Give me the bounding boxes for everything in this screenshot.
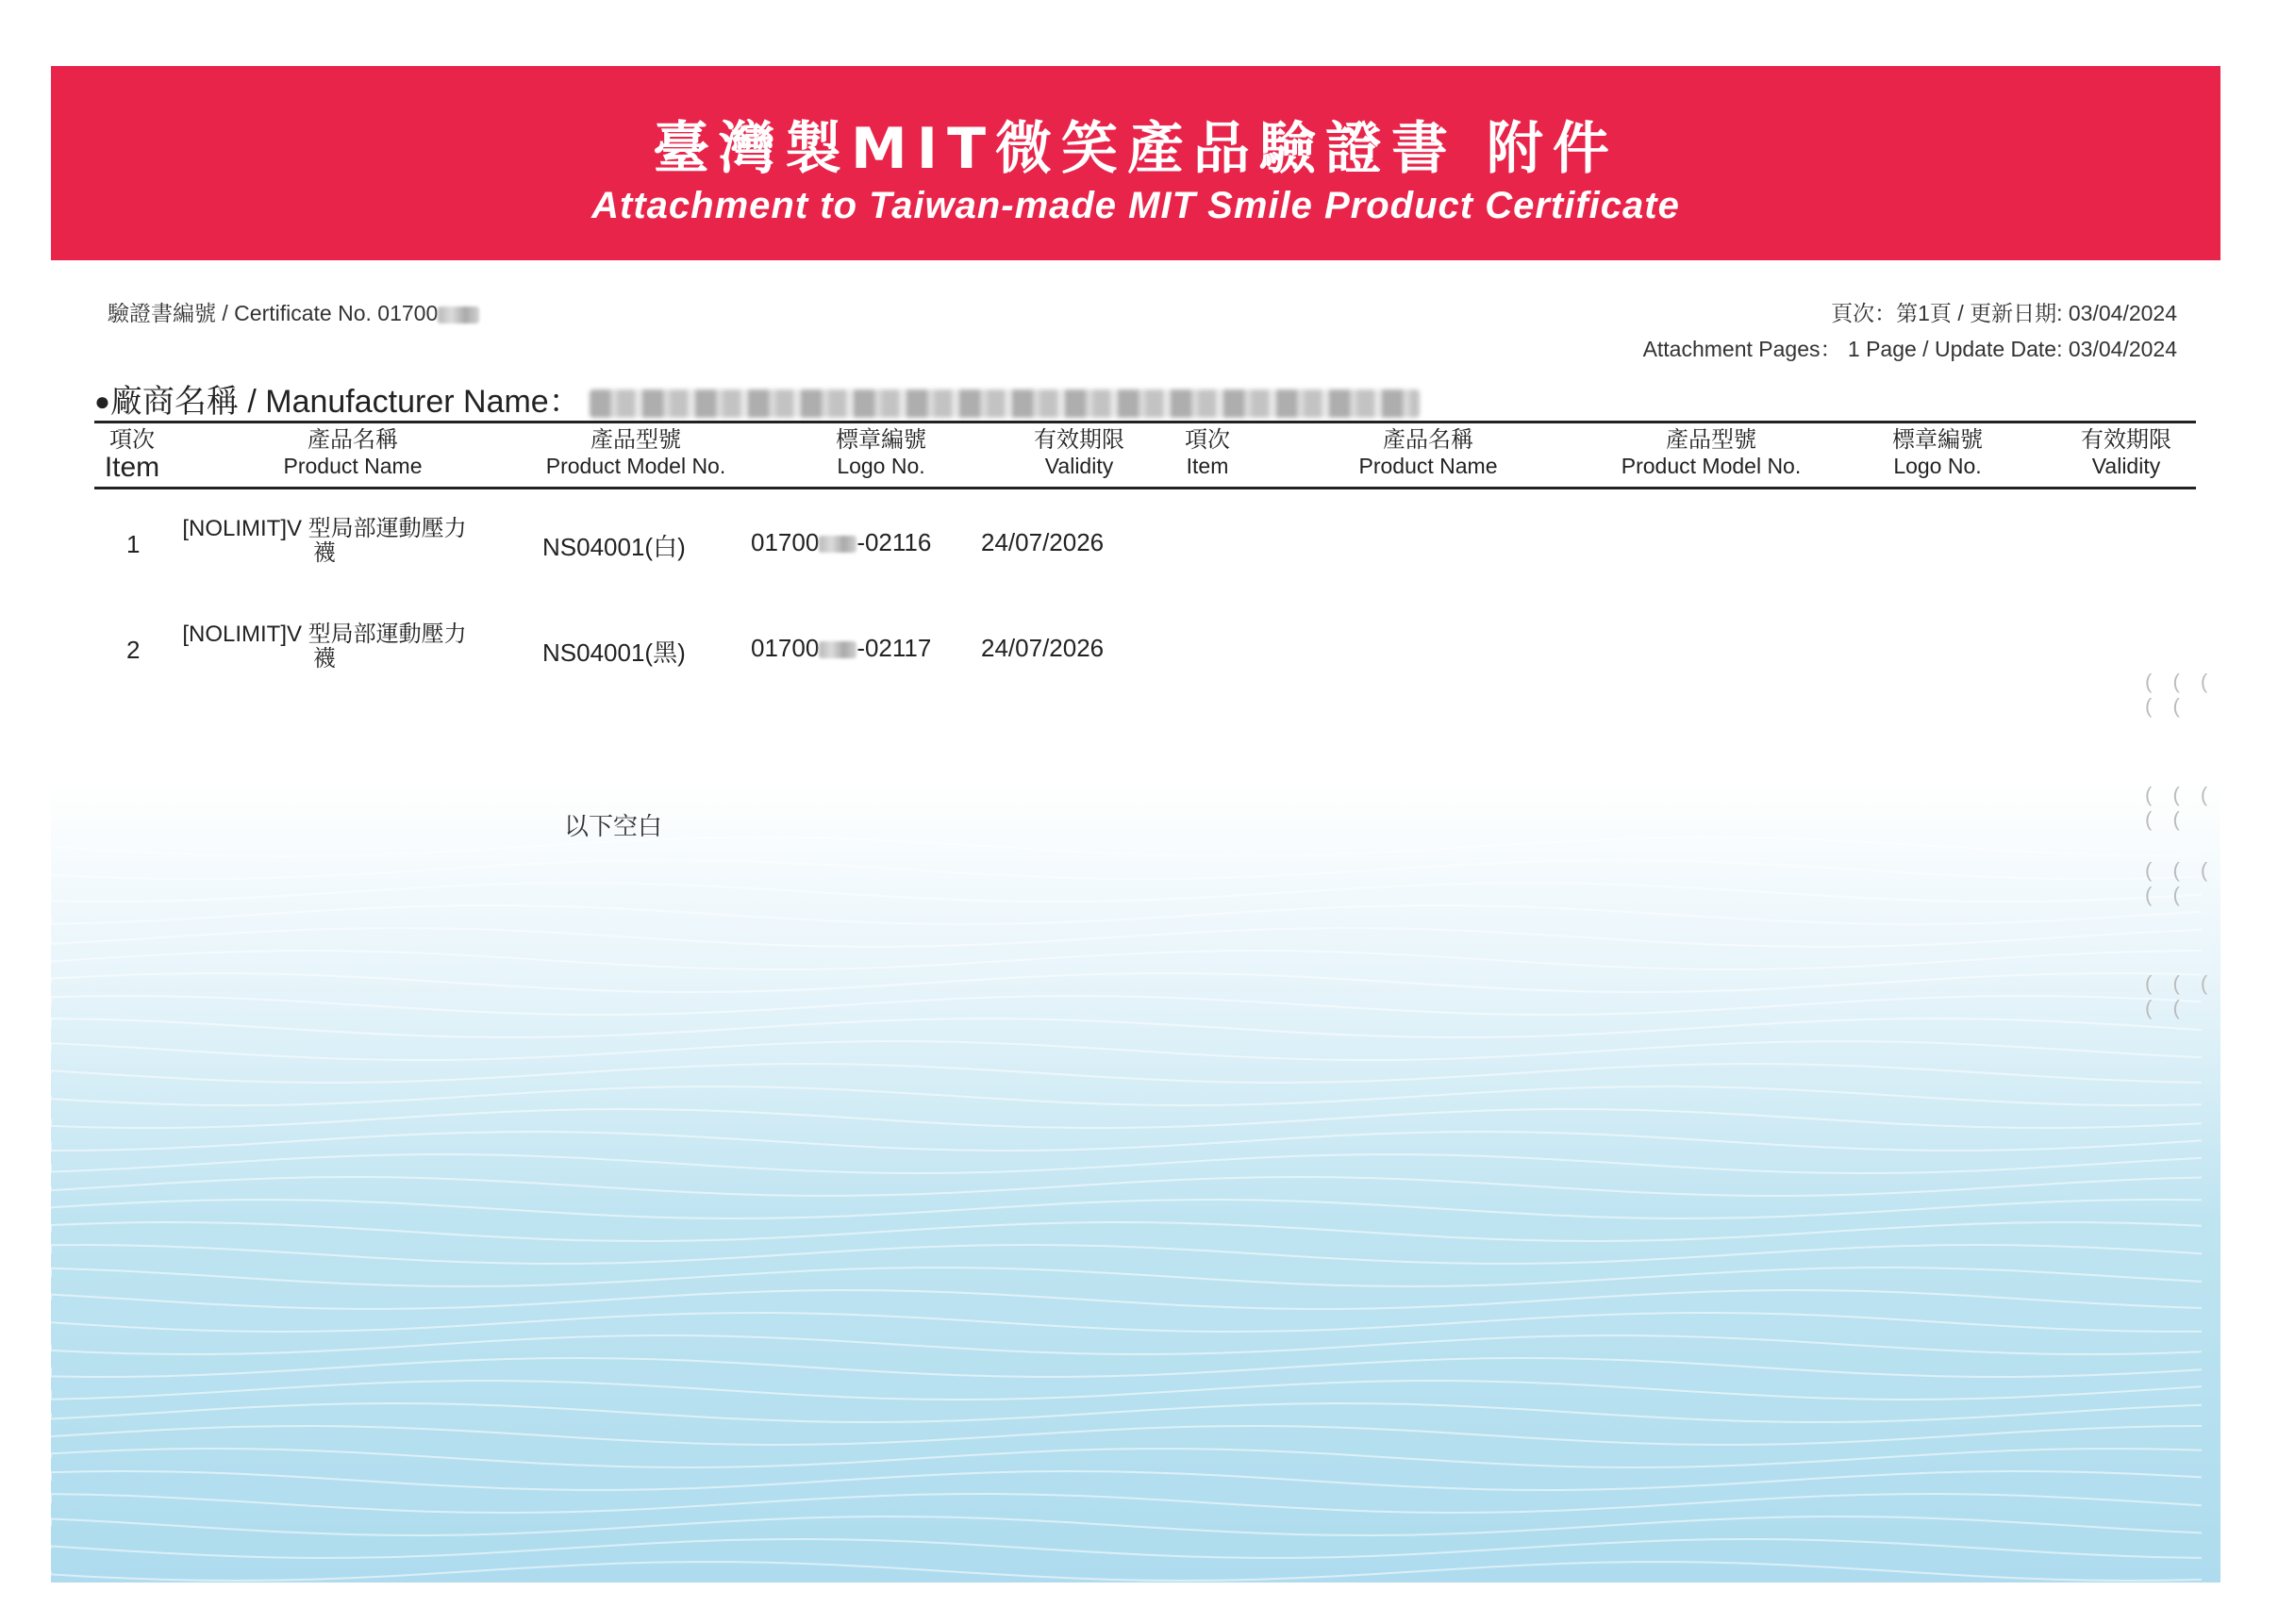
header-validity-zh: 有效期限 [1034,426,1124,453]
wave-line [51,996,2202,1015]
row-2-product-name-line2: 襪 [313,646,336,671]
header-item-2 [1151,426,1264,479]
header-banner [51,66,2220,260]
blank-below-note: 以下空白 [564,812,663,840]
wave-line [51,951,2202,969]
wave-line [51,1471,2202,1490]
wave-line [51,905,2202,924]
wave-line [51,1335,2202,1354]
wave-line [51,1494,2202,1513]
wave-line [51,1426,2202,1445]
wave-line [51,1313,2202,1332]
wave-line [51,1516,2202,1535]
row-1-item: 1 [126,530,141,558]
header-validity [994,426,1164,479]
table-header-rule [94,487,2196,489]
header-validity-2-zh: 有效期限 [2081,426,2171,453]
header-item-2-en: Item [1186,454,1229,478]
redacted-logo-digits [819,641,856,658]
banner-title-en: Attachment to Taiwan-made MIT Smile Product Certificate [591,185,1680,226]
row-2-logo-prefix: 01700 [751,634,820,662]
bullet-icon: ● [94,387,110,416]
row-1-product-name-line1: [NOLIMIT]V 型局部運動壓力 [182,516,467,541]
wave-line [51,1154,2202,1173]
row-2-logo-no [751,634,931,663]
pages-update-zh: 頁次：第1頁 / 更新日期: 03/04/2024 [1831,301,2177,325]
wave-line [51,883,2202,902]
header-item [94,426,170,483]
manufacturer-label: 廠商名稱 / Manufacturer Name： [109,384,581,420]
manufacturer-line [94,375,1420,422]
row-1-logo-no [751,528,931,557]
header-product-name-2-en: Product Name [1358,454,1498,478]
row-1-logo-suffix: -02116 [856,528,932,556]
certificate-number-text: 驗證書編號 / Certificate No. 01700 [108,301,439,325]
row-2-product-name-line1: [NOLIMIT]V 型局部運動壓力 [182,621,467,647]
row-2-model-no: NS04001(黑) [542,638,686,667]
row-1-product-name [174,517,475,566]
wave-line [51,973,2202,992]
header-validity-2 [2041,426,2211,479]
header-model-no [513,426,758,479]
row-1-product-name-line2: 襪 [313,540,336,566]
header-product-name [240,426,466,479]
header-product-name-2 [1315,426,1541,479]
wave-line [51,1177,2202,1196]
header-validity-en: Validity [1044,454,1114,478]
wave-line [51,1086,2202,1105]
header-logo-no-2-en: Logo No. [1893,454,1982,478]
wave-line [51,1132,2202,1151]
certificate-sheet [51,66,2220,1583]
header-product-name-zh: 產品名稱 [308,426,398,453]
row-2-product-name [174,622,475,671]
wave-pattern-background [51,828,2220,1583]
certificate-number [108,296,479,327]
header-model-no-2-zh: 產品型號 [1666,426,1756,453]
wave-line [51,1245,2202,1264]
wave-line [51,1064,2202,1083]
row-1-model-no: NS04001(白) [542,533,686,561]
wave-line [51,1290,2202,1309]
header-model-no-en: Product Model No. [545,454,726,478]
wave-line [51,1358,2202,1377]
redacted-manufacturer-name [590,389,1420,418]
wave-line [51,1562,2202,1581]
table-top-rule [94,421,2196,423]
wave-line [51,1381,2202,1400]
pages-update-en: Attachment Pages： 1 Page / Update Date: 03/04/2024 [1642,337,2177,361]
row-1-validity: 24/07/2026 [981,528,1105,556]
perforation-marks: ( ( ( ( ( [2145,971,2216,1019]
wave-line [51,837,2202,856]
wave-line [51,1200,2202,1218]
perforation-marks: ( ( ( ( ( [2145,858,2216,906]
wave-line [51,1539,2202,1558]
redacted-logo-digits [819,536,856,553]
header-logo-no-en: Logo No. [837,454,925,478]
header-logo-no-zh: 標章編號 [836,426,926,453]
header-logo-no-2 [1843,426,2032,479]
header-model-no-2-en: Product Model No. [1621,454,1802,478]
header-product-name-en: Product Name [283,454,423,478]
wave-line [51,1268,2202,1286]
perforation-marks: ( ( ( ( ( [2145,783,2216,831]
header-logo-no [787,426,975,479]
redacted-certificate-digits [438,307,479,323]
header-item-zh: 項次 [109,426,155,453]
perforation-marks: ( ( ( ( ( [2145,670,2216,718]
wave-line [51,1403,2202,1422]
wave-line [51,860,2202,879]
header-item-en: Item [104,452,160,483]
wave-line [51,1449,2202,1467]
header-validity-2-en: Validity [2091,454,2161,478]
header-product-name-2-zh: 產品名稱 [1383,426,1473,453]
header-model-no-2 [1579,426,1843,479]
row-2-item: 2 [126,636,141,664]
row-2-logo-suffix: -02117 [856,634,932,662]
header-model-no-zh: 產品型號 [590,426,681,453]
wave-line [51,1109,2202,1128]
banner-title-zh: 臺灣製MIT微笑產品驗證書 附件 [653,116,1619,182]
wave-line [51,928,2202,947]
header-item-2-zh: 項次 [1185,426,1230,453]
wave-line [51,1041,2202,1060]
header-logo-no-2-zh: 標章編號 [1892,426,1983,453]
row-1-logo-prefix: 01700 [751,528,820,556]
row-2-validity: 24/07/2026 [981,634,1105,662]
wave-line [51,1222,2202,1241]
wave-line [51,1019,2202,1037]
